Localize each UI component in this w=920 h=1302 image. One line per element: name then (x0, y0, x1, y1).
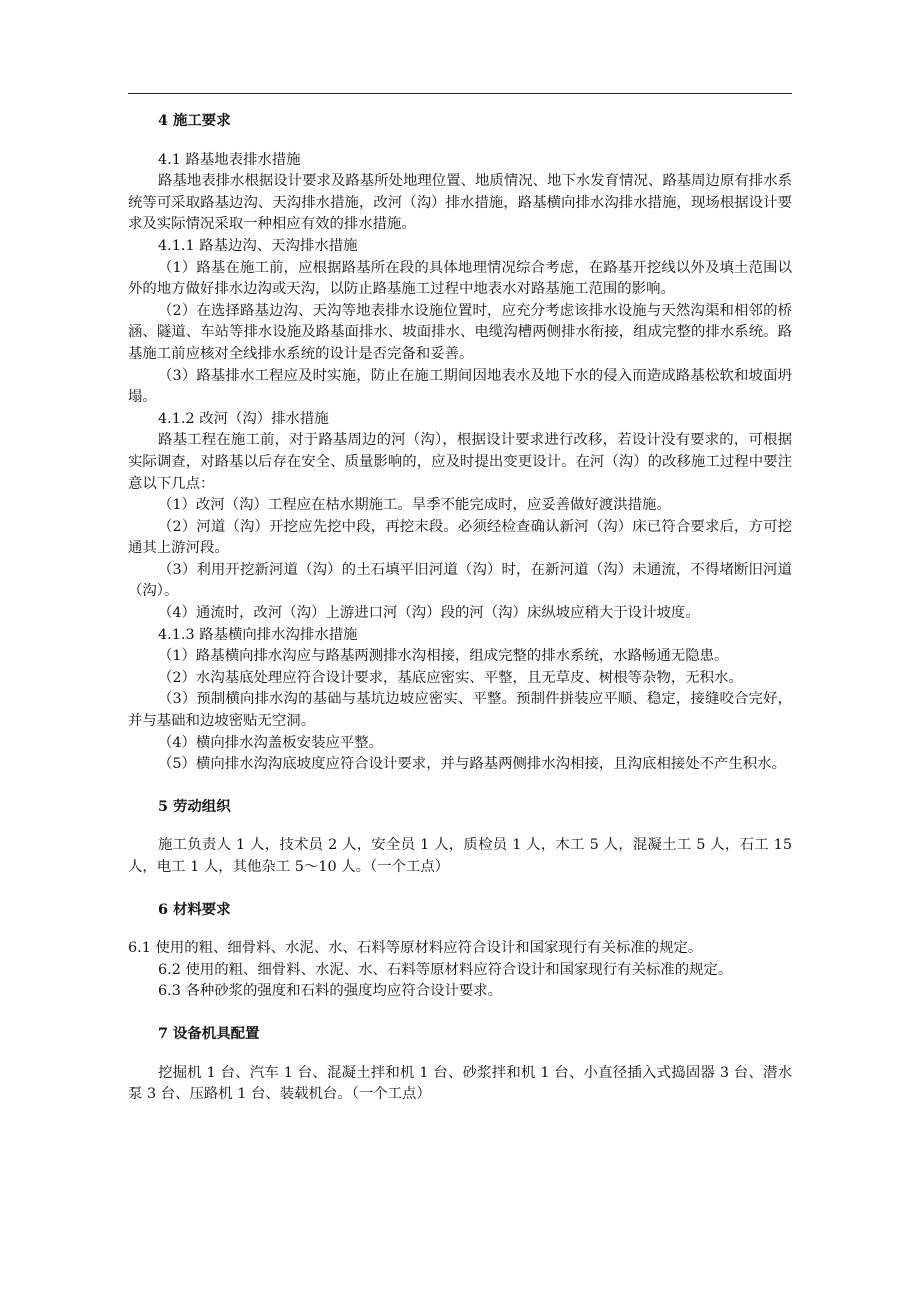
section-4-1-1-item: （3）路基排水工程应及时实施，防止在施工期间因地表水及地下水的侵入而造成路基松软和坡面坍塌。 (128, 367, 792, 406)
section-4-1-3-title: 4.1.3 路基横向排水沟排水措施 (158, 626, 358, 643)
section-4-1-body: 路基地表排水根据设计要求及路基所处地理位置、地质情况、地下水发育情况、路基周边原有排水系统等可采取路基边沟、天沟排水措施，改河（沟）排水措施，路基横向排水沟排水措施，现场根据设计要求及实际情况采取一种相应有效的排水措施。 (128, 173, 792, 233)
document-body (128, 110, 792, 1106)
section-6-heading: 6 材料要求 (158, 900, 231, 918)
section-6-item-1: 6.1 使用的粗、细骨料、水泥、水、石料等原材料应符合设计和国家现行有关标准的规定。 (128, 940, 703, 957)
section-4-1-1-title: 4.1.1 路基边沟、天沟排水措施 (158, 237, 358, 254)
header-rule (128, 93, 792, 94)
section-4-1-2-item: （3）利用开挖新河道（沟）的土石填平旧河道（沟）时，在新河道（沟）未通流，不得堵断旧河道（沟）。 (128, 561, 792, 600)
section-4-1-3-item: （2）水沟基底处理应符合设计要求，基底应密实、平整，且无草皮、树根等杂物，无积水。 (158, 669, 743, 686)
section-4-1-3-item: （5）横向排水沟沟底坡度应符合设计要求，并与路基两侧排水沟相接，且沟底相接处不产生积水。 (158, 756, 786, 773)
section-6-item-3: 6.3 各种砂浆的强度和石料的强度均应符合设计要求。 (158, 983, 503, 1000)
section-4-1-2-body: 路基工程在施工前，对于路基周边的河（沟），根据设计要求进行改移，若设计没有要求的，可根据实际调查，对路基以后存在安全、质量影响的，应及时提出变更设计。在河（沟）的改移施工过程中要注意以下几点： (128, 432, 792, 492)
section-7-body: 挖掘机 1 台、汽车 1 台、混凝土拌和机 1 台、砂浆拌和机 1 台、小直径插入式捣固器 3 台、潜水泵 3 台、压路机 1 台、装载机台。（一个工点） (128, 1064, 792, 1103)
section-4-1-3-item: （3）预制横向排水沟的基础与基坑边坡应密实、平整。预制件拼装应平顺、稳定，接缝咬合完好，并与基础和边坡密贴无空洞。 (128, 691, 792, 730)
section-4-1-2-item: （2）河道（沟）开挖应先挖中段，再挖末段。必须经检查确认新河（沟）床已符合要求后，方可挖通其上游河段。 (128, 518, 792, 557)
section-4-1-2-item: （4）通流时，改河（沟）上游进口河（沟）段的河（沟）床纵坡应稍大于设计坡度。 (158, 605, 700, 622)
section-5-heading: 5 劳动组织 (158, 797, 231, 815)
section-7-heading: 7 设备机具配置 (158, 1024, 260, 1042)
section-4-1-3-item: （4）横向排水沟盖板安装应平整。 (158, 734, 384, 751)
section-4-1-1-item: （1）路基在施工前，应根据路基所在段的具体地理情况综合考虑，在路基开挖线以外及填土范围以外的地方做好排水边沟或天沟，以防止路基施工过程中地表水对路基施工范围的影响。 (128, 259, 792, 298)
section-4-1-title: 4.1 路基地表排水措施 (158, 151, 301, 168)
section-4-1-2-title: 4.1.2 改河（沟）排水措施 (158, 410, 329, 427)
section-5-body: 施工负责人 1 人，技术员 2 人，安全员 1 人，质检员 1 人，木工 5 人，混凝土工 5 人，石工 15 人，电工 1 人，其他杂工 5～10 人。（一个工点） (128, 837, 792, 875)
section-4-heading: 4 施工要求 (158, 112, 231, 129)
section-6-item-2: 6.2 使用的粗、细骨料、水泥、水、石料等原材料应符合设计和国家现行有关标准的规定。 (158, 961, 733, 978)
section-4-1-3-item: （1）路基横向排水沟应与路基两测排水沟相接，组成完整的排水系统，水路畅通无隐患。 (158, 648, 729, 665)
section-4-1-2-item: （1）改河（沟）工程应在枯水期施工。旱季不能完成时，应妥善做好渡洪措施。 (158, 497, 671, 514)
section-4-1-1-item: （2）在选择路基边沟、天沟等地表排水设施位置时，应充分考虑该排水设施与天然沟渠和相邻的桥涵、隧道、车站等排水设施及路基面排水、坡面排水、电缆沟槽两侧排水衔接，组成完整的排水系统。路基施工前应核对全线排水系统的设计是否完备和妥善。 (128, 302, 792, 362)
